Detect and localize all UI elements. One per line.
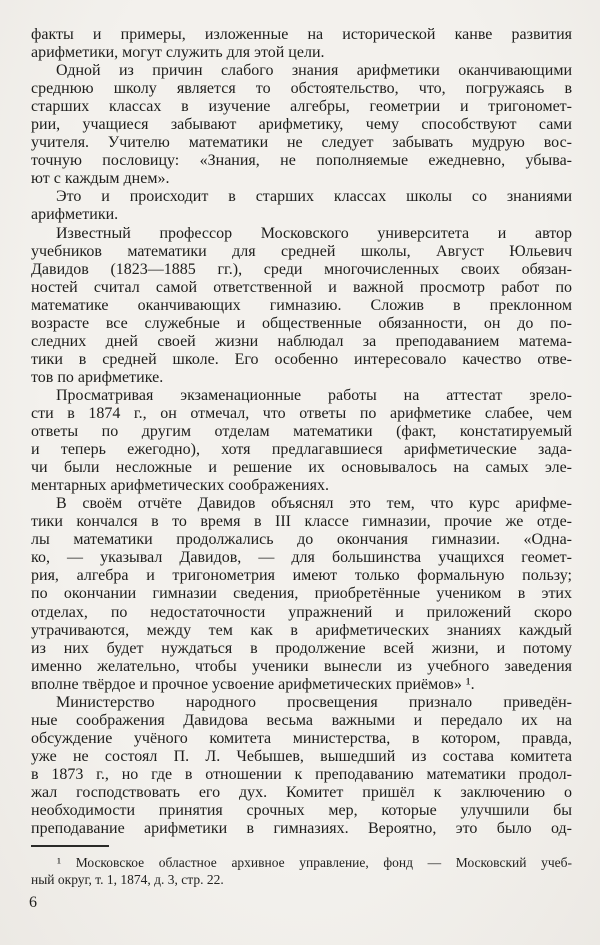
text-line: отделах, по недостаточности упражнений и приложений скоро — [31, 603, 572, 621]
text-line: факты и примеры, изложенные на исторической канве развития — [31, 26, 572, 43]
paragraph — [31, 854, 572, 888]
text-line: и теперь ежегодно), хотя предлагавшиеся арифметические зада- — [31, 441, 572, 459]
paragraph — [31, 387, 572, 495]
text-line: в 1873 г., но где в отношении к преподаванию математики продол- — [31, 765, 572, 783]
paragraph — [31, 694, 572, 838]
text-line: ют с каждым днем». — [31, 170, 170, 188]
text-line: преподавание арифметики в гимназиях. Вероятно, это было од- — [31, 820, 572, 838]
footnote-separator — [31, 845, 109, 847]
footnote — [31, 854, 572, 888]
text-line: точную пословицу: «Знания, не пополняемые ежедневно, убыва- — [31, 152, 572, 170]
text-line: Давидов (1823—1885 гг.), среди многочисленных своих обязан- — [31, 260, 572, 278]
text-line: ностей считал самой ответственной и важной просмотр работ по — [31, 278, 572, 296]
text-line: возрасте все служебные и общественные обязанности, он до по- — [31, 314, 572, 332]
text-line: учебников математики для средней школы, Август Юльевич — [31, 242, 572, 260]
main-text — [31, 26, 572, 838]
text-line: Это и происходит в старших классах школы со знаниями — [56, 188, 572, 206]
paragraph — [31, 62, 572, 188]
text-line: ментарных арифметических соображениях. — [31, 477, 329, 495]
text-line: Известный профессор Московского университета и автор — [56, 224, 572, 242]
text-line: учителя. Учителю математики не следует забывать мудрую вос- — [31, 134, 572, 152]
page-number: 6 — [29, 894, 37, 911]
text-line: арифметики, могут служить для этой цели. — [31, 44, 325, 62]
paragraph — [31, 188, 572, 224]
text-line: Просматривая экзаменационные работы на аттестат зрело- — [56, 386, 572, 404]
text-line: по окончании гимназии сведения, приобретённые учеником в этих — [31, 585, 572, 603]
text-line: утрачиваются, между тем как в арифметических знаниях каждый — [31, 621, 572, 639]
text-line: ¹ Московское областное архивное управление, фонд — Московский учеб- — [57, 855, 572, 870]
paragraph — [31, 225, 572, 387]
text-line: математике оканчивающих гимназию. Сложив в преклонном — [31, 296, 572, 314]
text-line: следних дней своей жизни наблюдал за преподаванием матема- — [31, 332, 572, 350]
text-line: ные соображения Давидова весьма важными и передало их на — [31, 711, 572, 729]
text-line: ответы по другим отделам математики (факт, констатируемый — [31, 423, 572, 441]
text-line: тики кончался в то время в III классе гимназии, прочие же отде- — [31, 513, 572, 531]
text-line: уже не состоял П. Л. Чебышев, вышедший из состава комитета — [31, 747, 572, 765]
text-line: сти в 1874 г., он отмечал, что ответы по арифметике слабее, чем — [31, 404, 572, 422]
paragraph — [31, 495, 572, 694]
text-line: вполне твёрдое и прочное усвоение арифметических приёмов» ¹. — [31, 675, 475, 693]
text-line: чи были несложные и решение их основывалось на самых эле- — [31, 459, 572, 477]
text-line: тики в средней школе. Его особенно интересовало качество отве- — [31, 350, 572, 368]
text-line: рия, алгебра и тригонометрия имеют только формальную пользу; — [31, 567, 572, 585]
text-line: именно желательно, чтобы ученики вынесли из учебного заведения — [31, 657, 572, 675]
text-line: рии, учащиеся забывают арифметику, чему способствуют сами — [31, 116, 572, 134]
text-line: В своём отчёте Давидов объяснял это тем, что курс арифме- — [56, 495, 572, 513]
text-line: старших классах в изучение алгебры, геометрии и тригономет- — [31, 98, 572, 116]
text-line: ко, — указывал Давидов, — для большинства учащихся геомет- — [31, 549, 572, 567]
text-line: тов по арифметике. — [31, 368, 164, 386]
text-line: Одной из причин слабого знания арифметики оканчивающими — [56, 62, 572, 80]
text-line: из них будет нуждаться в продолжение всей жизни, и потому — [31, 639, 572, 657]
text-line: обсуждение учёного комитета министерства, в котором, правда, — [31, 729, 572, 747]
text-line: ный округ, т. 1, 1874, д. 3, стр. 22. — [31, 872, 224, 887]
text-line: среднюю школу является то обстоятельство, что, погружаясь в — [31, 80, 572, 98]
text-line: лы математики продолжались до окончания гимназии. «Одна- — [31, 531, 572, 549]
text-line: жал господствовать его дух. Комитет пришёл к заключению о — [31, 783, 572, 801]
paragraph — [31, 26, 572, 62]
text-line: необходимости принятия срочных мер, которые улучшили бы — [31, 802, 572, 820]
text-line: арифметики. — [31, 206, 119, 224]
text-line: Министерство народного просвещения признало приведён- — [56, 693, 572, 711]
